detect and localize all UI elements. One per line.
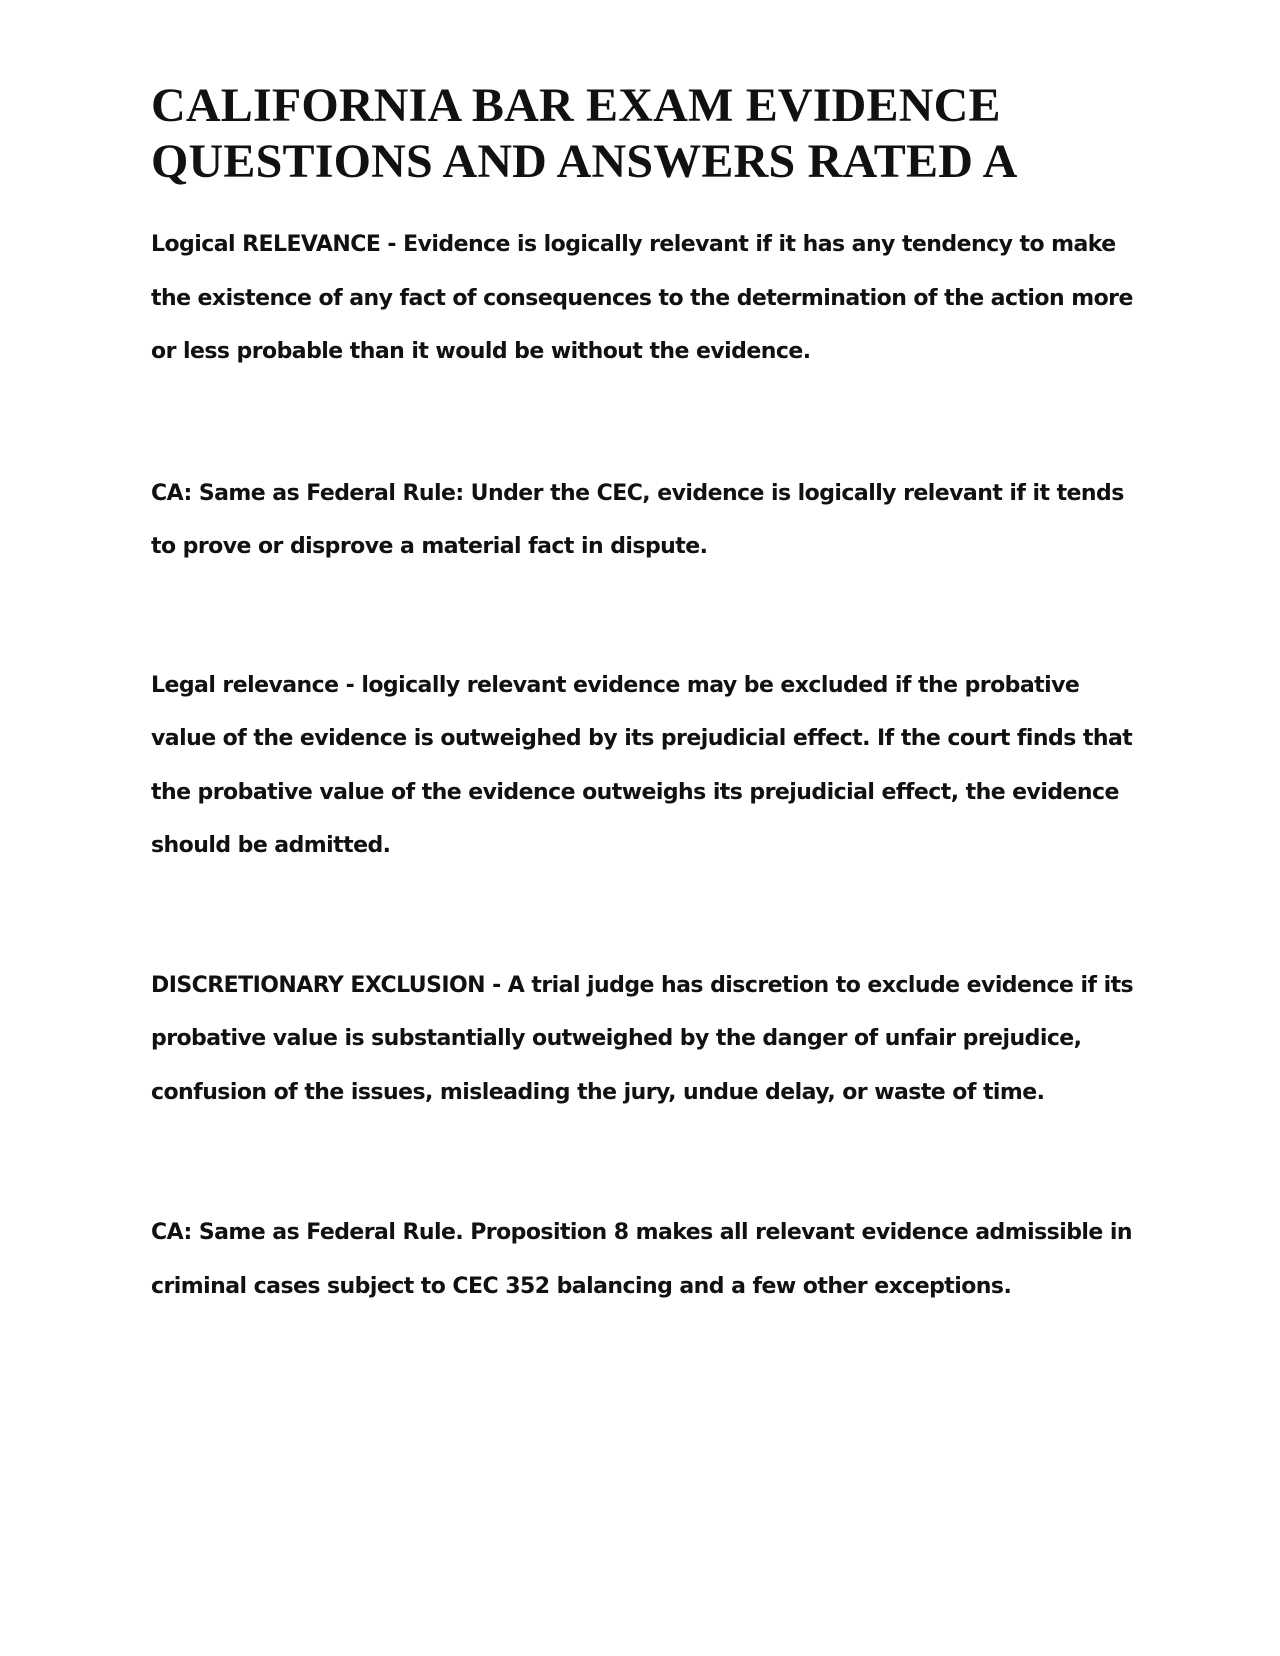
document-body <box>151 78 1141 1313</box>
title-line-2: QUESTIONS AND ANSWERS RATED A <box>151 135 1018 188</box>
document-title <box>151 78 1141 190</box>
paragraph-discretionary-exclusion: DISCRETIONARY EXCLUSION - A trial judge has discretion to exclude evidence if its probative value is substantially outweighed by the danger of unfair prejudice, confusion of the issues, misleading the jury, undue delay, or waste of time. <box>151 972 1134 1105</box>
paragraph-logical-relevance: Logical RELEVANCE - Evidence is logically relevant if it has any tendency to make the existence of any fact of consequences to the determination of the action more or less probable than it would be without the evidence. <box>151 232 1133 364</box>
title-line-1: CALIFORNIA BAR EXAM EVIDENCE <box>151 79 1001 132</box>
paragraph-ca-logical-relevance: CA: Same as Federal Rule: Under the CEC, evidence is logically relevant if it tends to prove or disprove a material fact in dispute. <box>151 480 1124 559</box>
paragraph-ca-proposition-8: CA: Same as Federal Rule. Proposition 8 makes all relevant evidence admissible in criminal cases subject to CEC 352 balancing and a few other exceptions. <box>151 1220 1132 1299</box>
paragraph-legal-relevance: Legal relevance - logically relevant evidence may be excluded if the probative value of the evidence is outweighed by its prejudicial effect. If the court finds that the probative value of the evidence outweighs its prejudicial effect, the evidence should be admitted. <box>151 672 1133 858</box>
